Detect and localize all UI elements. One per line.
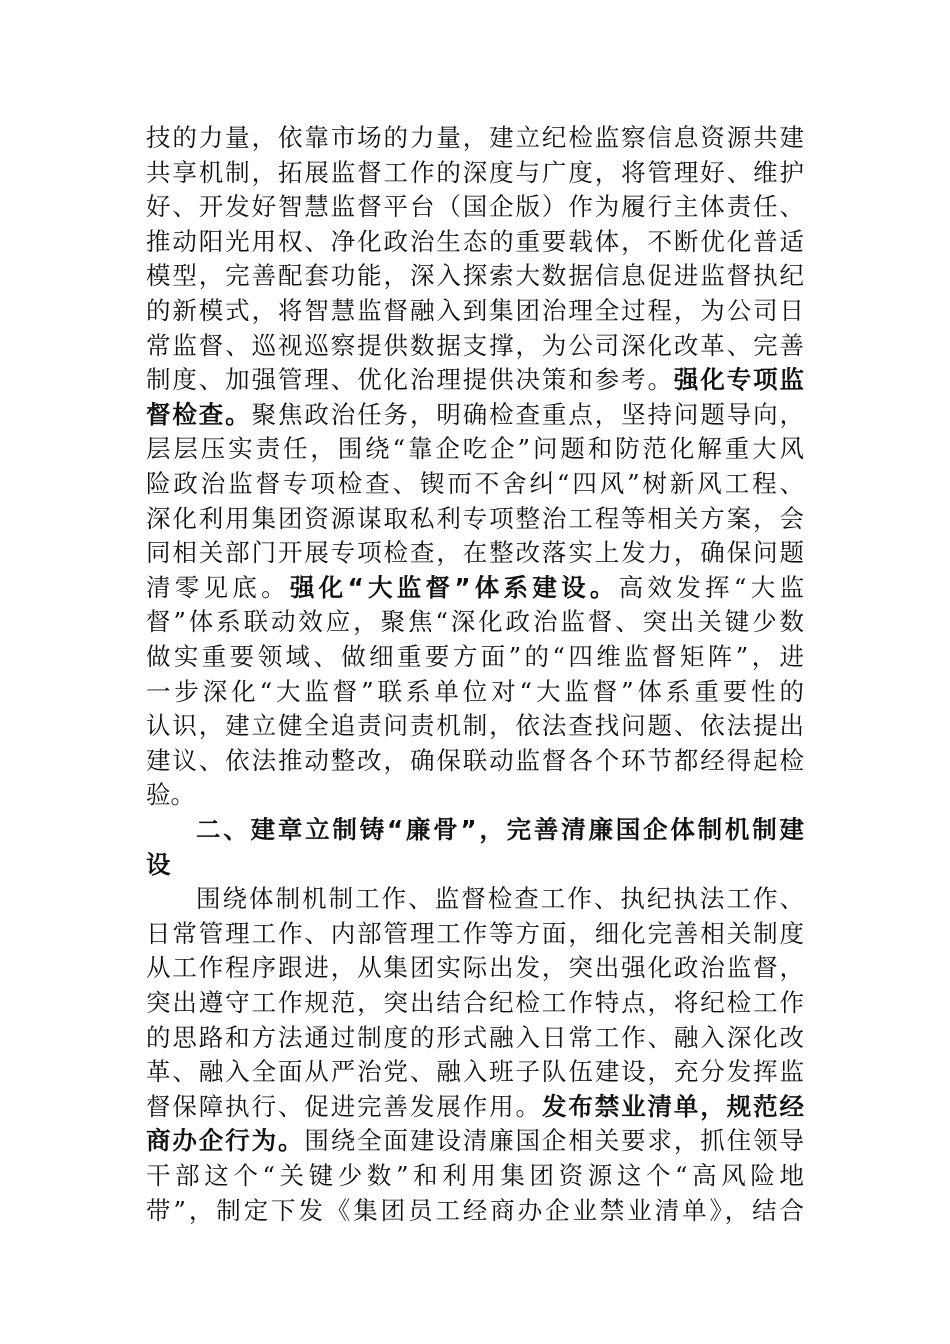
text-segment: 干部这个“关键少数”和利用集团资源这个“高风险地 (146, 1161, 804, 1190)
text-line (146, 605, 804, 639)
bold-text-segment: 二、建章立制铸“廉骨”，完善清廉国企体制机制建 (196, 815, 804, 844)
text-line (146, 986, 804, 1020)
text-line (146, 121, 804, 155)
text-segment: 日常管理工作、内部管理工作等方面，细化完善相关制度 (146, 918, 804, 948)
text-segment: 清零见底。 (146, 572, 290, 602)
text-line (146, 1055, 804, 1089)
text-line (146, 398, 804, 432)
text-segment: 共享机制，拓展监督工作的深度与广度，将管理好、维护 (146, 157, 804, 187)
text-line (146, 329, 804, 363)
text-segment: 督保障执行、促进完善发展作用。 (146, 1091, 542, 1121)
text-line (146, 951, 804, 985)
bold-text-segment: 商办企行为。 (146, 1126, 305, 1156)
text-segment: 技的力量，依靠市场的力量，建立纪检监察信息资源共建 (146, 123, 804, 152)
text-line (146, 744, 804, 778)
text-segment: 从工作程序跟进，从集团实际出发，突出强化政治监督， (146, 953, 804, 983)
text-segment: 推动阳光用权、净化政治生态的重要载体，不断优化普适 (146, 226, 804, 256)
bold-text-segment: 督检查。 (146, 399, 252, 429)
bold-text-segment: 设 (146, 849, 171, 879)
text-line (146, 294, 804, 328)
text-line (146, 536, 804, 570)
text-line (146, 190, 804, 224)
text-line (146, 675, 804, 709)
text-line (146, 848, 804, 882)
text-segment: 围绕体制机制工作、监督检查工作、执纪执法工作、 (196, 884, 804, 914)
text-segment: 同相关部门开展专项检查，在整改落实上发力，确保问题 (146, 538, 804, 568)
text-line (146, 432, 804, 466)
text-segment: 验。 (146, 780, 195, 810)
bold-text-segment: 强化“大监督”体系建设。 (289, 572, 619, 602)
bold-text-segment: 发布禁业清单，规范经 (541, 1091, 804, 1121)
text-line (146, 709, 804, 743)
text-segment: 一步深化“大监督”联系单位对“大监督”体系重要性的 (146, 676, 804, 706)
text-line (146, 1090, 804, 1124)
text-segment: 做实重要领域、做细重要方面”的“四维监督矩阵”，进 (146, 642, 804, 671)
text-segment: 认识，建立健全追责问责机制，依法查找问题、依法提出 (146, 711, 804, 741)
text-line (146, 778, 804, 812)
text-line (196, 813, 804, 847)
text-line (146, 1124, 804, 1158)
text-line (146, 571, 804, 605)
text-segment: 聚焦政治任务，明确检查重点，坚持问题导向， (251, 399, 804, 429)
bold-text-segment: 强化专项监 (673, 365, 804, 395)
text-segment: 层层压实责任，围绕“靠企吃企”问题和防范化解重大风 (146, 434, 804, 464)
text-line (146, 502, 804, 536)
text-line (146, 917, 804, 951)
text-line (196, 882, 804, 916)
text-segment: 督”体系联动效应，聚焦“深化政治监督、突出关键少数 (146, 607, 804, 637)
text-segment: 险政治监督专项检查、锲而不舍纠“四风”树新风工程、 (146, 469, 804, 498)
text-segment: 的新模式，将智慧监督融入到集团治理全过程，为公司日 (146, 296, 804, 325)
text-segment: 深化利用集团资源谋取私利专项整治工程等相关方案，会 (146, 503, 804, 533)
text-line (146, 467, 804, 501)
text-segment: 突出遵守工作规范，突出结合纪检工作特点，将纪检工作 (146, 988, 804, 1017)
text-segment: 的思路和方法通过制度的形式融入日常工作、融入深化改 (146, 1022, 804, 1052)
text-line (146, 640, 804, 674)
text-segment: 高效发挥“大监 (618, 572, 804, 602)
text-segment: 围绕全面建设清廉国企相关要求，抓住领导 (304, 1126, 804, 1156)
text-segment: 好、开发好智慧监督平台（国企版）作为履行主体责任、 (146, 192, 804, 222)
text-line (146, 259, 804, 293)
text-line (146, 363, 804, 397)
text-segment: 带”，制定下发《集团员工经商办企业禁业清单》，结合 (146, 1195, 804, 1225)
text-line (146, 1021, 804, 1055)
text-segment: 常监督、巡视巡察提供数据支撑，为公司深化改革、完善 (146, 330, 804, 360)
text-line (146, 225, 804, 259)
text-line (146, 1194, 804, 1228)
text-segment: 制度、加强管理、优化治理提供决策和参考。 (146, 365, 674, 395)
text-line (146, 1159, 804, 1193)
text-segment: 革、融入全面从严治党、融入班子队伍建设，充分发挥监 (146, 1057, 804, 1087)
text-line (146, 156, 804, 190)
text-segment: 建议、依法推动整改，确保联动监督各个环节都经得起检 (146, 745, 804, 775)
text-segment: 模型，完善配套功能，深入探索大数据信息促进监督执纪 (146, 261, 804, 291)
